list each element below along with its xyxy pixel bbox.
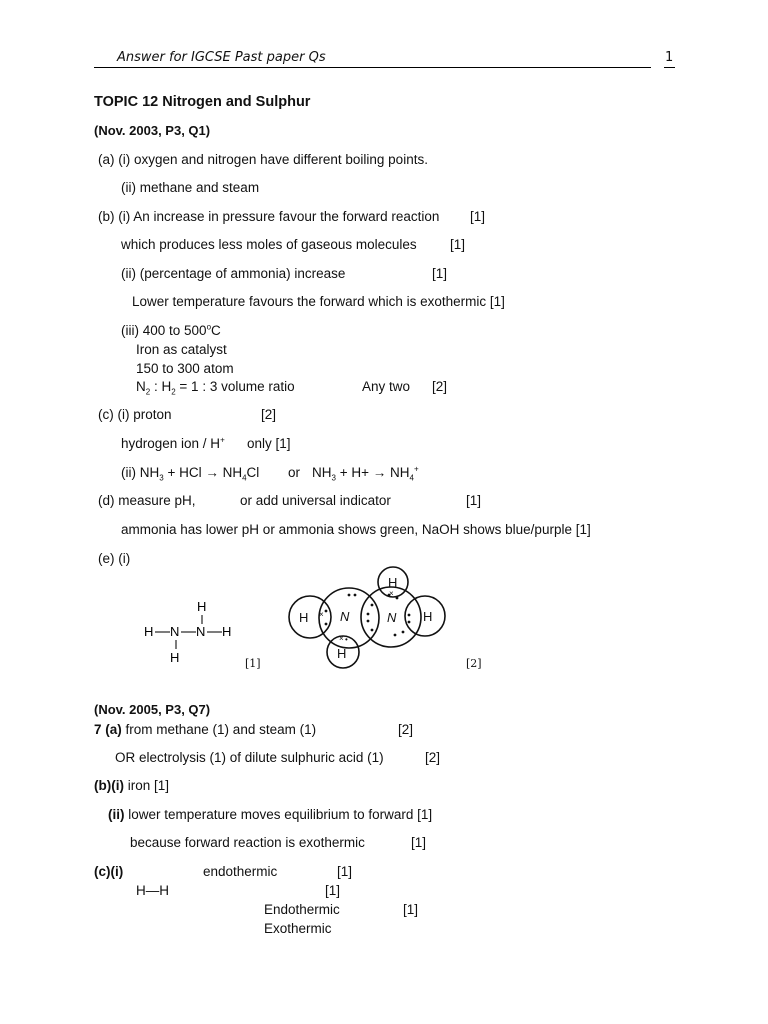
label-n-right: N <box>387 610 397 625</box>
answer-a-i: (a) (i) oxygen and nitrogen have different boiling points. <box>98 152 428 167</box>
section1-source: (Nov. 2003, P3, Q1) <box>94 123 211 138</box>
mark: [1] <box>450 237 466 252</box>
mark: [2] <box>466 657 482 670</box>
answer-b-iii-any: Any two <box>362 379 411 394</box>
answer-c-ii: (ii) $NH_3$ + HCl → $NH_4Cl$ <box>121 465 260 483</box>
header-rule <box>94 67 651 68</box>
label-h-left: H <box>299 610 309 625</box>
answer-c-ii-alt: $NH_3 + H+ \to NH_4^+$ <box>312 464 419 483</box>
answer-7c-endothermic: endothermic <box>203 864 278 879</box>
answer-b-ii-1: (ii) (percentage of ammonia) increase <box>121 266 346 281</box>
answer-7c-endothermic-2: Endothermic <box>264 902 340 917</box>
atom-h-right: H <box>222 624 232 639</box>
mark: [1] <box>325 883 341 898</box>
mark: [2] <box>425 750 441 765</box>
answer-7c-hh: H—H <box>136 883 169 898</box>
structural-formula-diagram <box>140 596 244 668</box>
answer-d-1b: or add universal indicator <box>240 493 391 508</box>
answer-b-iii-3: 150 to 300 atom <box>136 361 234 376</box>
answer-d-2: ammonia has lower pH or ammonia shows green, NaOH shows blue/purple [1] <box>121 522 591 537</box>
label-h-right: H <box>423 609 433 624</box>
atom-n-right: N <box>196 624 206 639</box>
section2-source: (Nov. 2005, P3, Q7) <box>94 702 211 717</box>
atom-h-bottom: H <box>170 650 180 665</box>
atom-h-top: H <box>197 599 207 614</box>
mark: [1] <box>466 493 482 508</box>
circle-h-left <box>289 596 331 638</box>
page-number: 1 <box>665 50 674 65</box>
topic-heading: TOPIC 12 Nitrogen and Sulphur <box>94 94 311 110</box>
label-n-left: N <box>340 609 350 624</box>
mark: [1] <box>470 209 486 224</box>
mark: [1] <box>245 657 261 670</box>
mark: [1] <box>337 864 353 879</box>
dot-cross-diagram <box>285 566 450 670</box>
mark: [1] <box>432 266 448 281</box>
answer-7a: 7 (a) from methane (1) and steam (1) <box>94 722 317 737</box>
label-h-bottom: H <box>337 646 347 661</box>
answer-c-i-2: hydrogen ion / H+ <box>121 435 225 451</box>
answer-e-i: (e) (i) <box>98 551 131 566</box>
answer-7a-or: OR electrolysis (1) of dilute sulphuric acid (1) <box>115 750 384 765</box>
answer-b-iii-4: $N_2$ : $H_2 = 1$ : 3 volume ratio <box>136 379 295 397</box>
page-number-underline <box>664 67 675 68</box>
answer-a-ii: (ii) methane and steam <box>121 180 260 195</box>
answer-7b-i: (b)(i) iron [1] <box>94 778 170 793</box>
atom-h-left: H <box>144 624 154 639</box>
answer-7c-exothermic: Exothermic <box>264 921 332 936</box>
answer-d-1: (d) measure pH, <box>98 493 196 508</box>
answer-b-iii-1: (iii) 400 to 500$^o$C <box>121 322 221 338</box>
answer-c-i: (c) (i) proton <box>98 407 172 422</box>
label-h-top: H <box>388 575 398 590</box>
answer-b-i-1: (b) (i) An increase in pressure favour the forward reaction <box>98 209 440 224</box>
answer-c-ii-or: or <box>288 465 301 480</box>
answer-b-i-2: which produces less moles of gaseous molecules <box>121 237 417 252</box>
answer-7b-ii: (ii) lower temperature moves equilibrium to forward [1] <box>108 807 433 822</box>
mark: [1] <box>411 835 427 850</box>
mark: [2] <box>432 379 448 394</box>
header-title: Answer for IGCSE Past paper Qs <box>117 50 326 65</box>
svg-text:×: × <box>319 610 324 619</box>
mark: [2] <box>398 722 414 737</box>
answer-c-i-2b: only [1] <box>247 436 291 451</box>
electron-marks <box>319 589 410 644</box>
atom-n-left: N <box>170 624 180 639</box>
svg-text:×: × <box>339 634 344 643</box>
answer-b-iii-2: Iron as catalyst <box>136 342 227 357</box>
answer-7b-ii-2: because forward reaction is exothermic <box>130 835 365 850</box>
svg-text:×: × <box>389 589 394 598</box>
mark: [1] <box>403 902 419 917</box>
answer-b-ii-2: Lower temperature favours the forward which is exothermic [1] <box>132 294 505 309</box>
answer-7c-i-label: (c)(i) <box>94 864 124 879</box>
svg-text:•: • <box>345 635 348 644</box>
mark: [2] <box>261 407 277 422</box>
